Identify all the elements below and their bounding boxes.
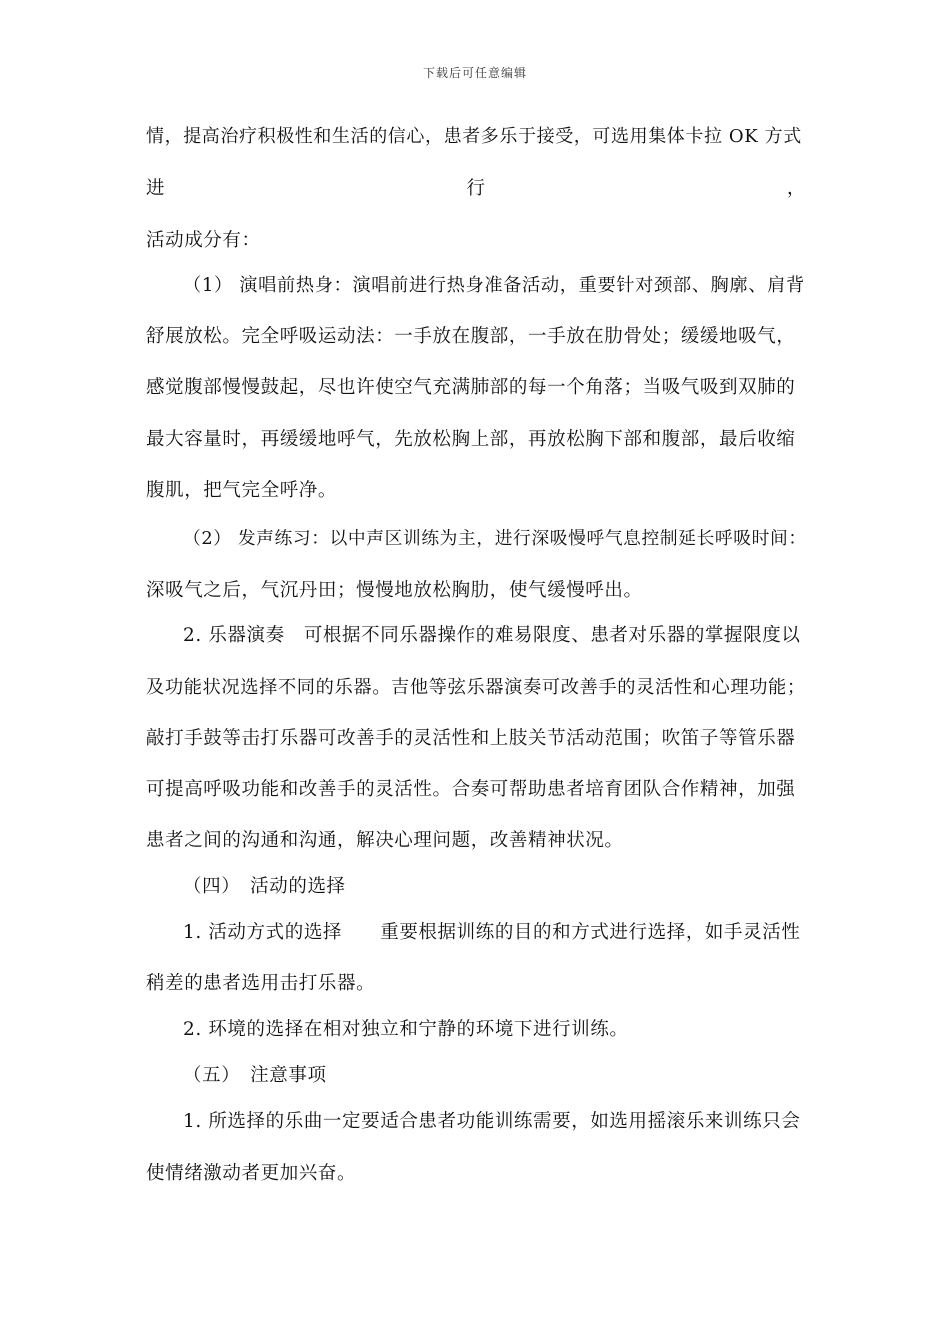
paragraph-line: 可提高呼吸功能和改善手的灵活性。合奏可帮助患者培育团队合作精神，加强	[146, 779, 796, 800]
paragraph-line: 患者之间的沟通和沟通，解决心理问题，改善精神状况。	[146, 830, 624, 851]
spread-char: 进	[146, 178, 166, 199]
paragraph-line: 腹肌，把气完全呼净。	[146, 480, 338, 501]
paragraph-line: （2） 发声练习：以中声区训练为主，进行深吸慢呼气息控制延长呼吸时间：	[183, 529, 807, 549]
paragraph-line: 最大容量时，再缓缓地呼气，先放松胸上部，再放松胸下部和腹部，最后收缩	[146, 429, 796, 450]
paragraph-line: 活动成分有：	[146, 230, 261, 251]
paragraph-line: 深吸气之后，气沉丹田；慢慢地放松胸肋，使气缓慢呼出。	[146, 580, 643, 601]
paragraph-line: 使情绪激动者更加兴奋。	[146, 1163, 357, 1184]
spread-char: ，	[786, 178, 806, 199]
paragraph-line: 1. 活动方式的选择 重要根据训练的目的和方式进行选择，如手灵活性	[183, 922, 801, 943]
paragraph-line: 及功能状况选择不同的乐器。吉他等弦乐器演奏可改善手的灵活性和心理功能；	[146, 677, 806, 698]
paragraph-line: （1） 演唱前热身：演唱前进行热身准备活动，重要针对颈部、胸廓、肩背	[183, 275, 805, 296]
paragraph-line: 2. 乐器演奏 可根据不同乐器操作的难易限度、患者对乐器的掌握限度以	[183, 625, 801, 646]
paragraph-line: 1. 所选择的乐曲一定要适合患者功能训练需要，如选用摇滚乐来训练只会	[183, 1111, 801, 1132]
section-heading: （四） 活动的选择	[183, 876, 346, 897]
paragraph-line: 感觉腹部慢慢鼓起，尽也许使空气充满肺部的每一个角落；当吸气吸到双肺的	[146, 377, 796, 398]
spread-char: 行	[466, 178, 486, 199]
paragraph-line: 2. 环境的选择在相对独立和宁静的环境下进行训练。	[183, 1019, 629, 1040]
section-heading: （五） 注意事项	[183, 1065, 327, 1086]
paragraph-line: 敲打手鼓等击打乐器可改善手的灵活性和上肢关节活动范围；吹笛子等管乐器	[146, 728, 796, 749]
paragraph-line: 稍差的患者选用击打乐器。	[146, 973, 376, 994]
paragraph-line: 情，提高治疗积极性和生活的信心，患者多乐于接受，可选用集体卡拉 OK 方式	[146, 126, 802, 147]
page-header: 下载后可任意编辑	[422, 66, 527, 80]
paragraph-line: 舒展放松。完全呼吸运动法：一手放在腹部，一手放在肋骨处；缓缓地吸气，	[146, 326, 796, 347]
spread-line	[146, 174, 806, 204]
